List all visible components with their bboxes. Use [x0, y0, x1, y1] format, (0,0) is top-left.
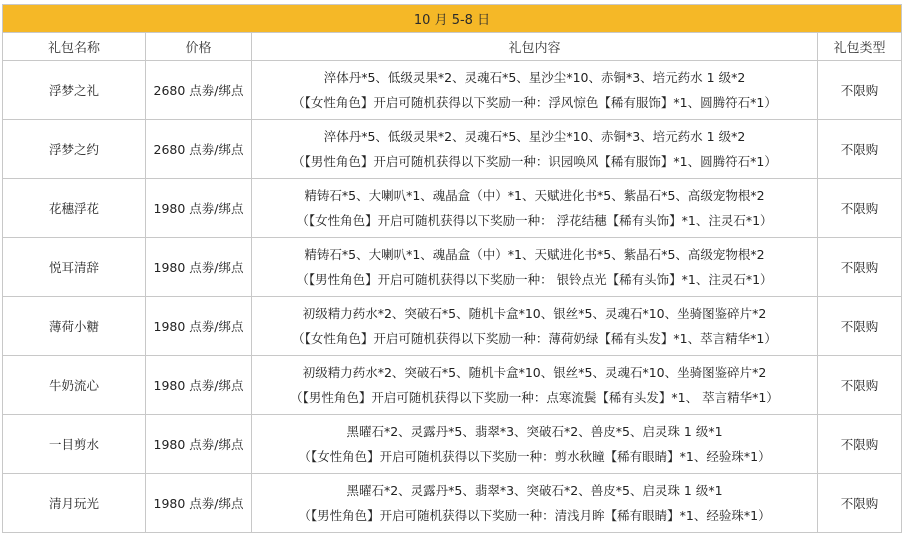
pack-price: 1980 点劵/绑点	[146, 474, 252, 533]
pack-content	[252, 179, 818, 238]
pack-content-items: 精铸石*5、大喇叭*1、魂晶盒（中）*1、天赋进化书*5、紫晶石*5、高级宠物根*2	[304, 188, 765, 203]
pack-content	[252, 238, 818, 297]
table-title: 10 月 5-8 日	[3, 5, 902, 33]
pack-price: 1980 点劵/绑点	[146, 238, 252, 297]
pack-type: 不限购	[818, 238, 902, 297]
pack-price: 2680 点劵/绑点	[146, 120, 252, 179]
pack-content-bonus: （【女性角色】开启可随机获得以下奖励一种： 浮花结穗【稀有头饰】*1、注灵石*1）	[296, 213, 773, 228]
table-title-row	[3, 5, 902, 33]
pack-name: 牛奶流心	[3, 356, 146, 415]
gift-pack-table	[2, 4, 902, 533]
pack-content-bonus: （【男性角色】开启可随机获得以下奖励一种： 银铃点光【稀有头饰】*1、注灵石*1）	[296, 272, 773, 287]
pack-content	[252, 120, 818, 179]
pack-name: 花穗浮花	[3, 179, 146, 238]
pack-content-bonus: （【女性角色】开启可随机获得以下奖励一种：剪水秋瞳【稀有眼睛】*1、经验珠*1）	[298, 449, 771, 464]
table-row	[3, 120, 902, 179]
pack-price: 1980 点劵/绑点	[146, 179, 252, 238]
pack-content-items: 黑曜石*2、灵露丹*5、翡翠*3、突破石*2、兽皮*5、启灵珠 1 级*1	[346, 424, 723, 439]
pack-type: 不限购	[818, 61, 902, 120]
pack-content-items: 黑曜石*2、灵露丹*5、翡翠*3、突破石*2、兽皮*5、启灵珠 1 级*1	[346, 483, 723, 498]
pack-content-items: 淬体丹*5、低级灵果*2、灵魂石*5、星沙尘*10、赤铜*3、培元药水 1 级*2	[323, 70, 746, 85]
pack-name: 一目剪水	[3, 415, 146, 474]
table-row	[3, 474, 902, 533]
pack-name: 清月玩光	[3, 474, 146, 533]
pack-content-items: 精铸石*5、大喇叭*1、魂晶盒（中）*1、天赋进化书*5、紫晶石*5、高级宠物根*2	[304, 247, 765, 262]
pack-content-items: 淬体丹*5、低级灵果*2、灵魂石*5、星沙尘*10、赤铜*3、培元药水 1 级*2	[323, 129, 746, 144]
pack-name: 浮梦之礼	[3, 61, 146, 120]
pack-name: 薄荷小糖	[3, 297, 146, 356]
pack-type: 不限购	[818, 297, 902, 356]
pack-price: 2680 点劵/绑点	[146, 61, 252, 120]
table-row	[3, 238, 902, 297]
pack-content	[252, 356, 818, 415]
pack-name: 悦耳清辞	[3, 238, 146, 297]
table-header-row	[3, 33, 902, 61]
pack-type: 不限购	[818, 474, 902, 533]
header-pack-name: 礼包名称	[3, 33, 146, 61]
table-row	[3, 297, 902, 356]
pack-content-bonus: （【男性角色】开启可随机获得以下奖励一种：点寒流鬓【稀有头发】*1、 萃言精华*1）	[290, 390, 779, 405]
pack-type: 不限购	[818, 179, 902, 238]
pack-content-bonus: （【女性角色】开启可随机获得以下奖励一种：薄荷奶绿【稀有头发】*1、萃言精华*1）	[292, 331, 777, 346]
gift-pack-table-container	[2, 4, 901, 533]
pack-content-bonus: （【男性角色】开启可随机获得以下奖励一种：清浅月眸【稀有眼睛】*1、经验珠*1）	[298, 508, 771, 523]
pack-content-bonus: （【男性角色】开启可随机获得以下奖励一种：识园唤风【稀有服饰】*1、圆腾符石*1）	[292, 154, 777, 169]
pack-price: 1980 点劵/绑点	[146, 297, 252, 356]
pack-type: 不限购	[818, 415, 902, 474]
pack-name: 浮梦之约	[3, 120, 146, 179]
table-row	[3, 356, 902, 415]
pack-content-items: 初级精力药水*2、突破石*5、随机卡盒*10、银丝*5、灵魂石*10、坐骑图鉴碎片*2	[302, 365, 767, 380]
pack-content	[252, 474, 818, 533]
pack-content-items: 初级精力药水*2、突破石*5、随机卡盒*10、银丝*5、灵魂石*10、坐骑图鉴碎片*2	[302, 306, 767, 321]
pack-content	[252, 297, 818, 356]
pack-price: 1980 点劵/绑点	[146, 356, 252, 415]
pack-type: 不限购	[818, 120, 902, 179]
header-pack-content: 礼包内容	[252, 33, 818, 61]
pack-type: 不限购	[818, 356, 902, 415]
pack-content	[252, 415, 818, 474]
header-price: 价格	[146, 33, 252, 61]
table-row	[3, 61, 902, 120]
table-row	[3, 179, 902, 238]
header-pack-type: 礼包类型	[818, 33, 902, 61]
pack-price: 1980 点劵/绑点	[146, 415, 252, 474]
pack-content-bonus: （【女性角色】开启可随机获得以下奖励一种：浮风惊色【稀有服饰】*1、圆腾符石*1）	[292, 95, 777, 110]
table-row	[3, 415, 902, 474]
pack-content	[252, 61, 818, 120]
